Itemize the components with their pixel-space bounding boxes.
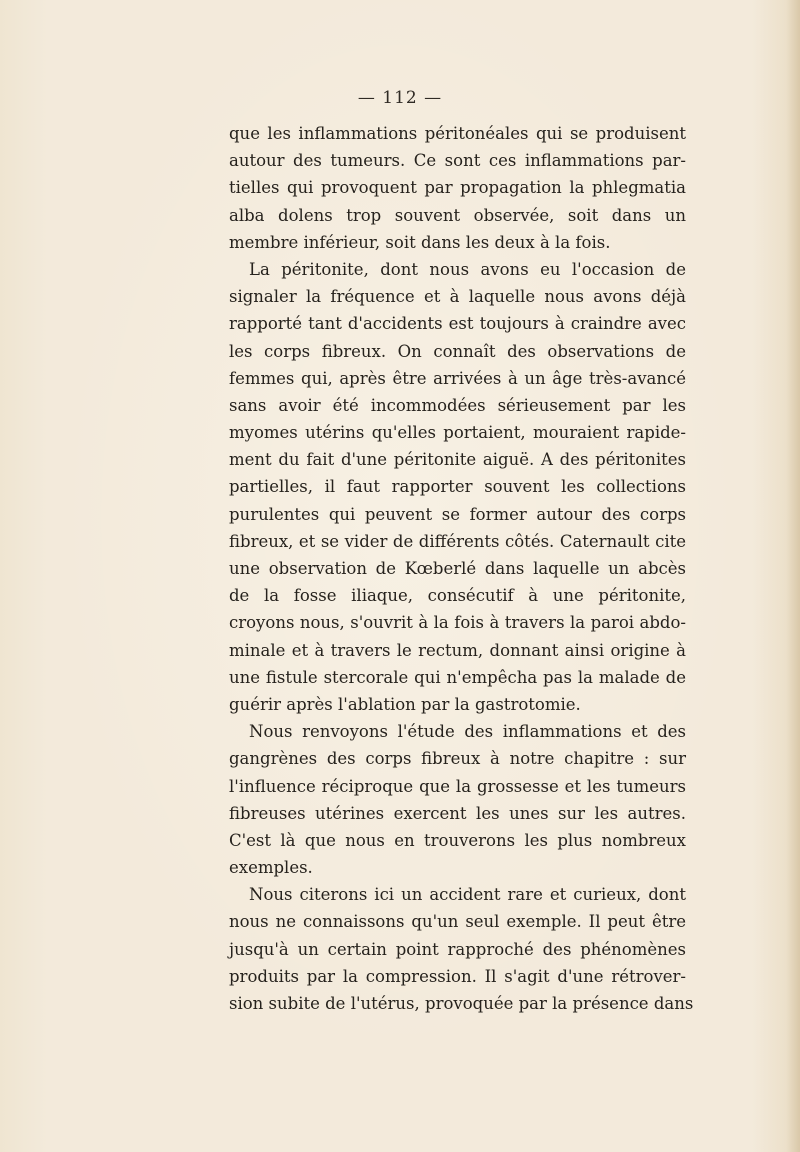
text-line: La péritonite, dont nous avons eu l'occasion de [249,259,686,279]
text-line: femmes qui, après être arrivées à un âge très-avancé [229,368,686,388]
text-line: partielles, il faut rapporter souvent les collections [229,477,686,497]
text-line: Nous citerons ici un accident rare et curieux, dont [249,885,686,905]
body-text [229,120,694,1017]
text-line: Nous renvoyons l'étude des inflammations et des [249,722,686,742]
page-edge-shadow [786,0,800,1152]
text-line: nous ne connaissons qu'un seul exemple. Il peut être [229,912,686,932]
text-line: croyons nous, s'ouvrit à la fois à travers la paroi abdo- [229,613,686,633]
text-line: produits par la compression. Il s'agit d'une rétrover- [229,966,686,986]
text-line: autour des tumeurs. Ce sont ces inflammations par- [229,151,686,171]
text-line: l'influence réciproque que la grossesse et les tumeurs [229,776,686,796]
text-line: tielles qui provoquent par propagation la phlegmatia [229,178,686,198]
text-line: signaler la fréquence et à laquelle nous avons déjà [229,287,686,307]
text-line: sion subite de l'utérus, provoquée par la présence dans [229,994,694,1013]
text-line: ment du fait d'une péritonite aiguë. A des péritonites [229,450,686,470]
text-line: que les inflammations péritonéales qui se produisent [229,124,686,143]
text-line: membre inférieur, soit dans les deux à la fois. [229,232,611,252]
text-line: jusqu'à un certain point rapproché des phénomènes [229,939,686,959]
page-number: — 112 — [357,88,443,108]
text-line: gangrènes des corps fibreux à notre chapitre : sur [229,749,686,769]
text-line: C'est là que nous en trouverons les plus nombreux [229,830,686,850]
text-line: minale et à travers le rectum, donnant ainsi origine à [229,640,686,660]
text-line: myomes utérins qu'elles portaient, mouraient rapide- [229,423,686,443]
text-line: fibreux, et se vider de différents côtés. Caternault cite [229,531,686,551]
text-line: une observation de Kœberlé dans laquelle un abcès [229,559,686,578]
text-line: de la fosse iliaque, consécutif à une péritonite, [229,586,686,606]
text-line: fibreuses utérines exercent les unes sur les autres. [229,803,686,823]
text-line: purulentes qui peuvent se former autour des corps [229,504,686,524]
text-line: sans avoir été incommodées sérieusement par les [229,395,686,415]
text-line: une fistule stercorale qui n'empêcha pas la malade de [229,667,686,687]
text-line: rapporté tant d'accidents est toujours à craindre avec [229,314,686,334]
text-line: alba dolens trop souvent observée, soit dans un [229,205,686,225]
text-line: les corps fibreux. On connaît des observations de [229,341,686,361]
text-line: guérir après l'ablation par la gastrotomie. [229,694,581,714]
text-line: exemples. [229,858,313,878]
